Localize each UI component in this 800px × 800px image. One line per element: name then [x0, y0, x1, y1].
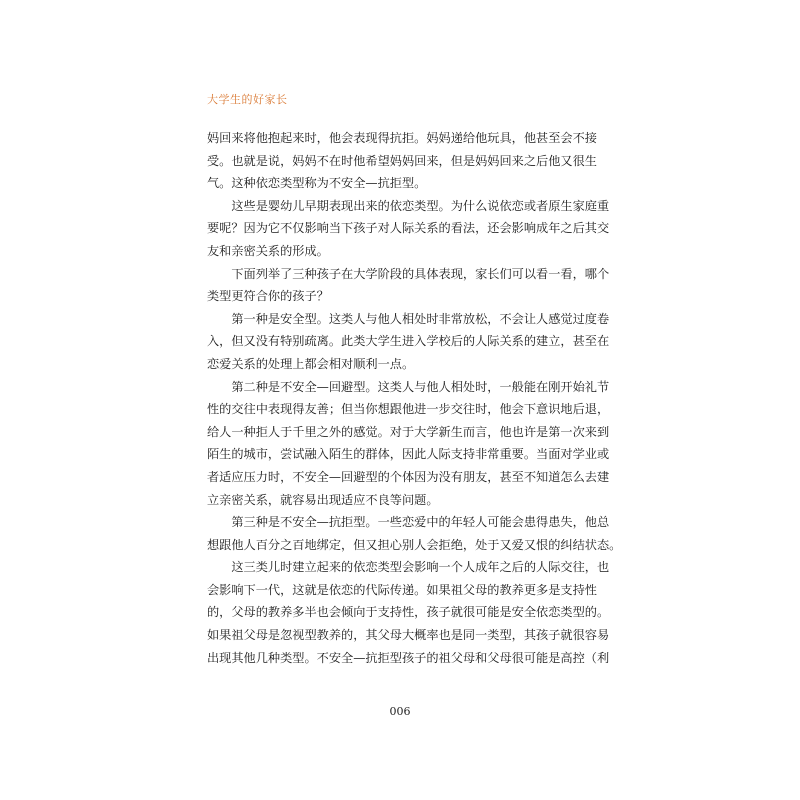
text-line: 这三类儿时建立起来的依恋类型会影响一个人成年之后的人际交往，也	[207, 560, 610, 575]
text-line: 这些是婴幼儿早期表现出来的依恋类型。为什么说依恋或者原生家庭重	[207, 198, 610, 213]
text-line: 性的交往中表现得友善；但当你想跟他进一步交往时，他会下意识地后退，	[207, 402, 610, 417]
text-line: 类型更符合你的孩子？	[207, 289, 329, 304]
text-line: 立亲密关系，就容易出现适应不良等问题。	[207, 492, 439, 507]
text-line: 第三种是不安全—抗拒型。一些恋爱中的年轻人可能会患得患失，他总	[207, 515, 610, 530]
text-line: 如果祖父母是忽视型教养的，其父母大概率也是同一类型，其孩子就很容易	[207, 628, 610, 643]
text-line: 的，父母的教养多半也会倾向于支持性，孩子就很可能是安全依恋类型的。	[207, 605, 610, 620]
text-line: 气。这种依恋类型称为不安全—抗拒型。	[207, 176, 427, 191]
text-line: 出现其他几种类型。不安全—抗拒型孩子的祖父母和父母很可能是高控（利	[207, 650, 610, 665]
text-line: 友和亲密关系的形成。	[207, 243, 329, 258]
running-header: 大学生的好家长	[207, 93, 288, 106]
text-line: 陌生的城市，尝试融入陌生的群体，因此人际支持非常重要。当面对学业或	[207, 447, 610, 462]
text-line: 下面列举了三种孩子在大学阶段的具体表现，家长们可以看一看，哪个	[207, 266, 610, 281]
text-line: 第一种是安全型。这类人与他人相处时非常放松，不会让人感觉过度卷	[207, 311, 610, 326]
text-line: 要呢？因为它不仅影响当下孩子对人际关系的看法，还会影响成年之后其交	[207, 221, 610, 236]
text-line: 入，但又没有特别疏离。此类大学生进入学校后的人际关系的建立，甚至在	[207, 334, 610, 349]
text-line: 第二种是不安全—回避型。这类人与他人相处时，一般能在刚开始礼节	[207, 379, 610, 394]
text-line: 者适应压力时，不安全—回避型的个体因为没有朋友，甚至不知道怎么去建	[207, 469, 610, 484]
body-text	[207, 127, 622, 669]
text-line: 受。也就是说，妈妈不在时他希望妈妈回来，但是妈妈回来之后他又很生	[207, 153, 597, 168]
text-block	[207, 127, 622, 669]
text-line: 会影响下一代，这就是依恋的代际传递。如果祖父母的教养更多是支持性	[207, 582, 597, 597]
text-line: 妈回来将他抱起来时，他会表现得抗拒。妈妈递给他玩具，他甚至会不接	[207, 131, 597, 145]
text-line: 给人一种拒人于千里之外的感觉。对于大学新生而言，他也许是第一次来到	[207, 424, 610, 439]
text-line: 恋爱关系的处理上都会相对顺利一点。	[207, 356, 415, 371]
text-line: 想跟他人百分之百地绑定，但又担心别人会拒绝，处于又爱又恨的纠结状态。	[207, 537, 622, 552]
page-number: 006	[389, 705, 411, 718]
